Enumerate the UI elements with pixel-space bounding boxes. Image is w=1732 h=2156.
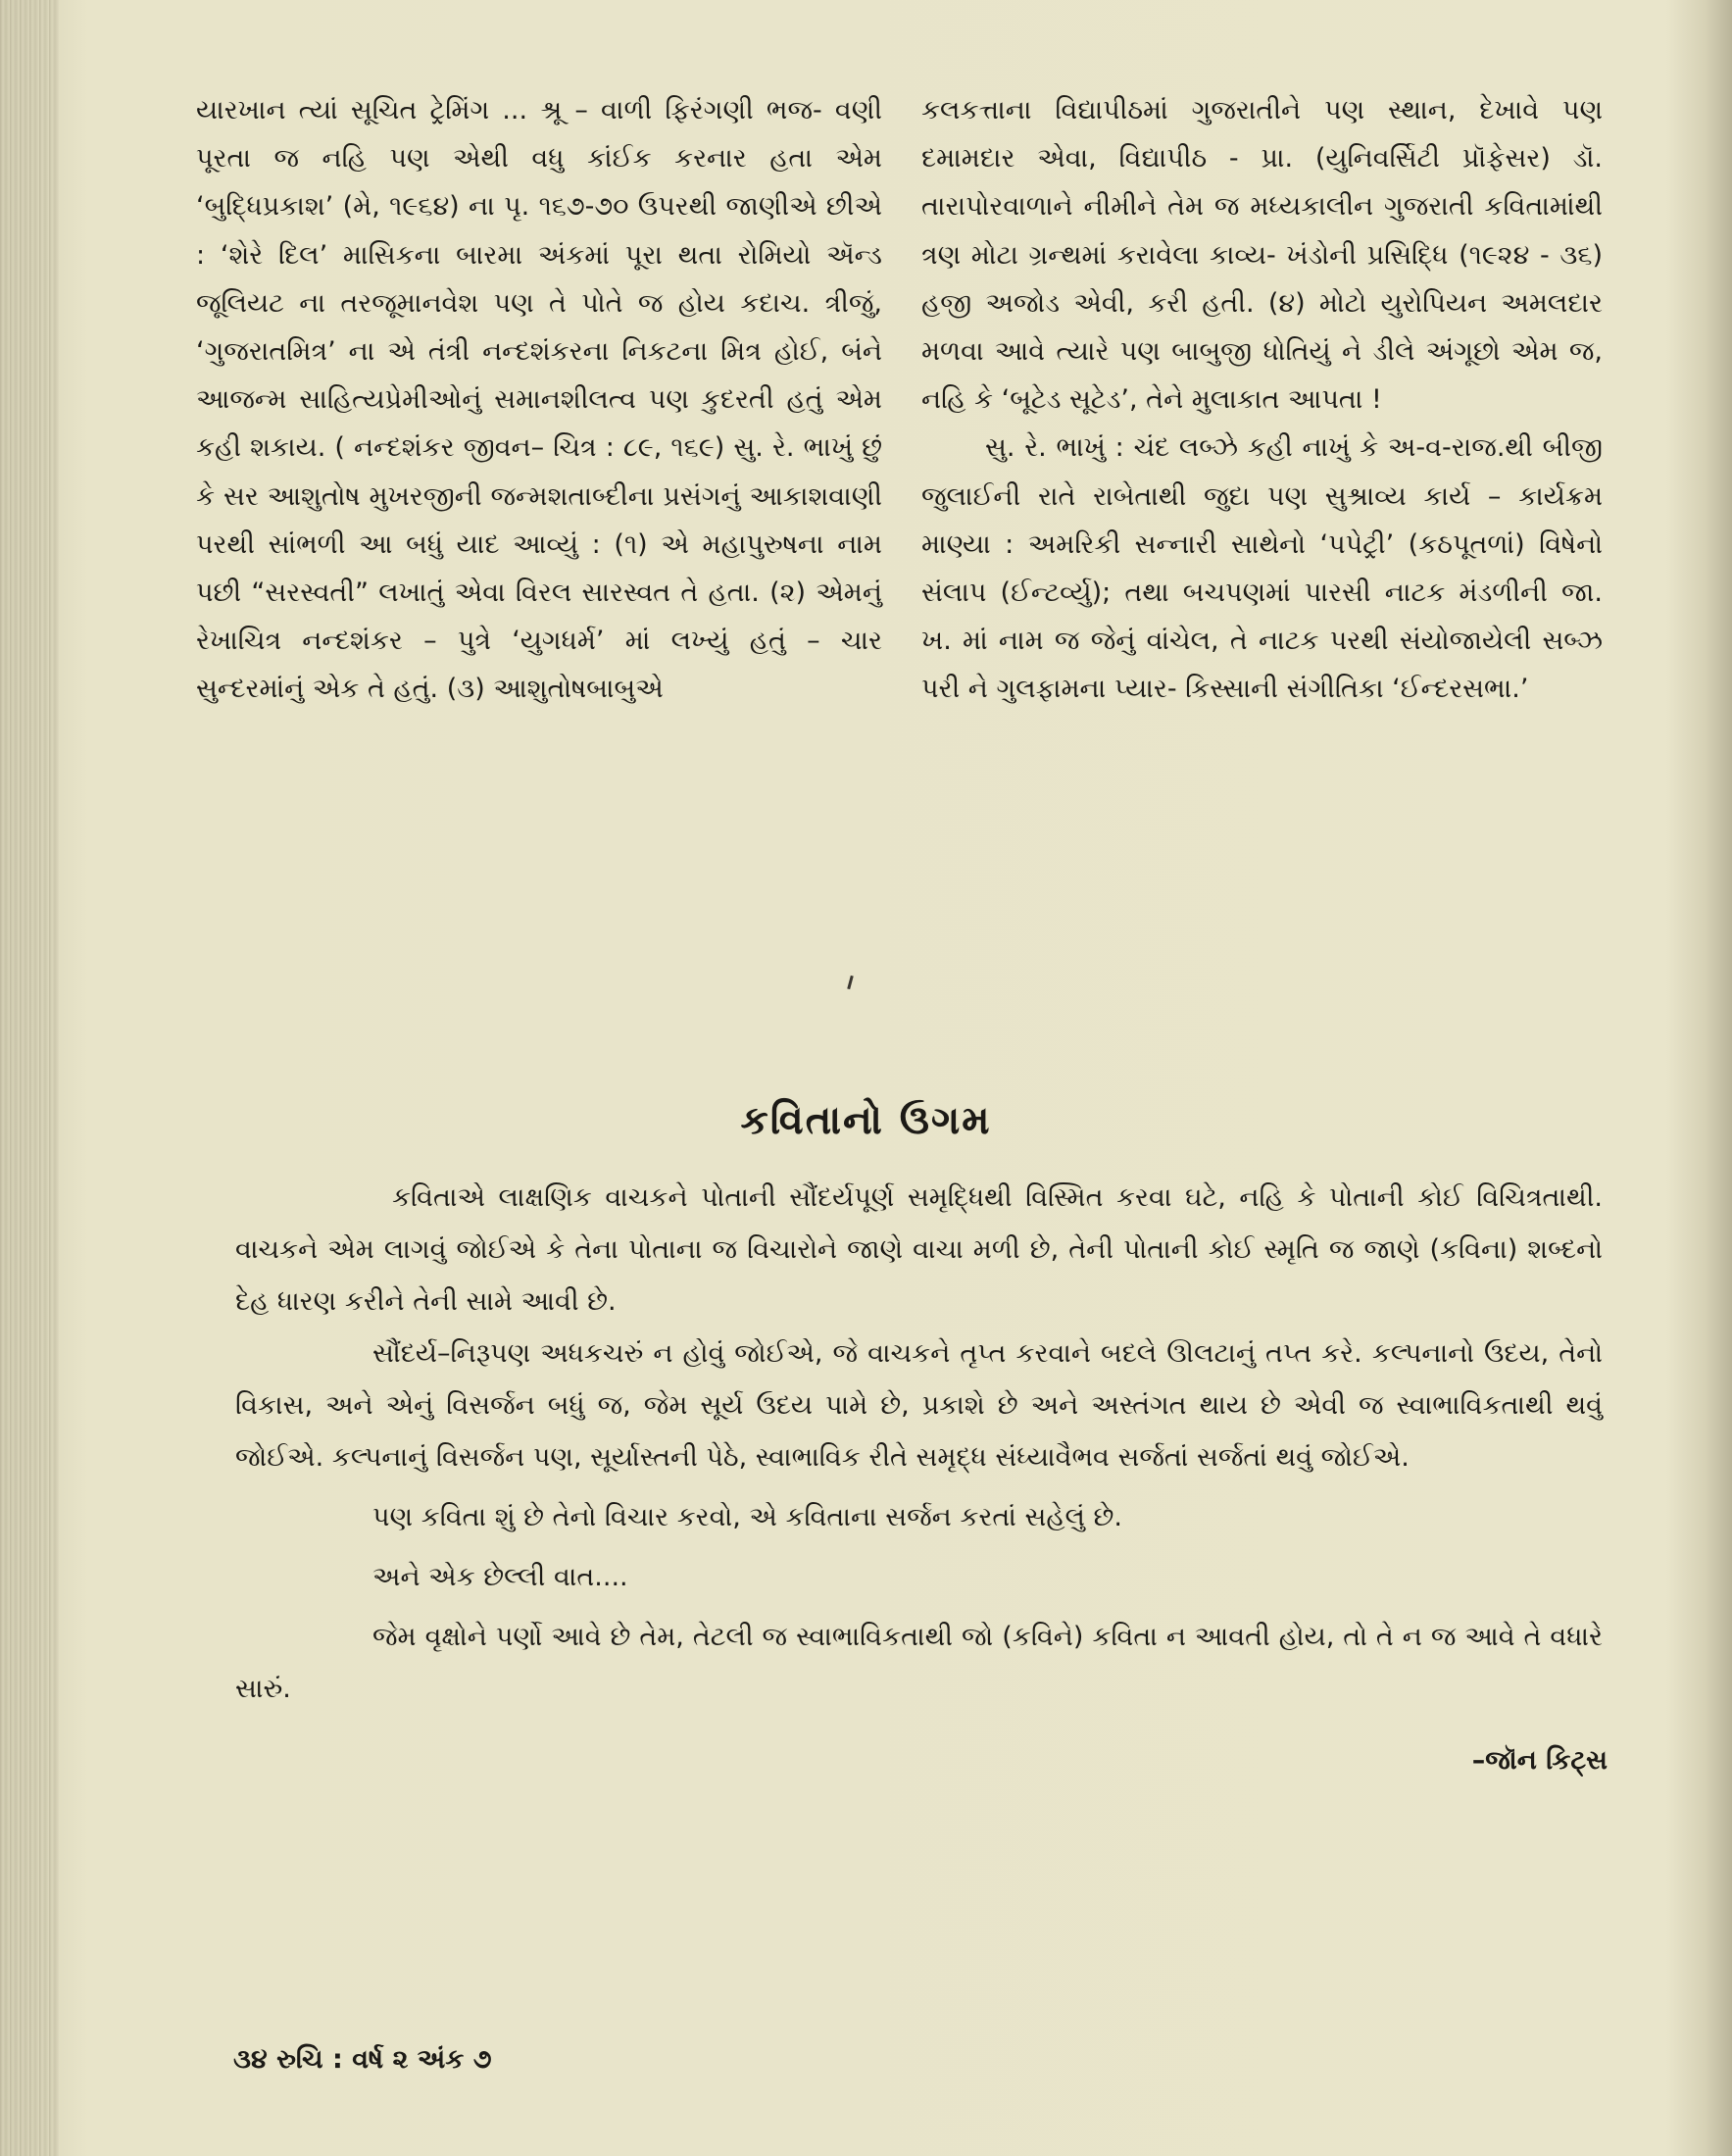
essay-paragraph: જેમ વૃક્ષોને પર્ણો આવે છે તેમ, તેટલી જ સ્વાભાવિકતાથી જો (કવિને) કવિતા ન આવતી હોય, તો તે ન જ આવે તે વધારે સારું. bbox=[235, 1622, 1603, 1704]
left-paragraph: યારખાન ત્યાં સૂચિત ટ્રેમિંગ ... શ્રૂ – વાળી ફિરંગણી ભજ- વણી પૂરતા જ નહિ પણ એથી વધુ કાંઈક કરનાર હતા એમ ‘બુદ્ધિપ્રકાશ’ (મે, ૧૯૬૪) ના પૃ. ૧૬૭-૭૦ ઉપરથી જાણીએ છીએ : ‘શેરે દિલ’ માસિકના બારમા અંકમાં પૂરા થતા રોમિયો ઍન્ડ જૂલિયટ ના તરજૂમાનવેશ પણ તે પોતે જ હોય કદાચ. ત્રીજું, ‘ગુજરાતમિત્ર’ ના એ તંત્રી નન્દશંકરના નિકટના મિત્ર હોઈ, બંને આજન્મ સાહિત્યપ્રેમીઓનું સમાનશીલત્વ પણ કુદરતી હતું એમ કહી શકાય. ( નન્દશંકર જીવન– ચિત્ર : ૮૯, ૧૬૯) સુ. રે. ભાખું છું કે સર આશુતોષ મુખરજીની જન્મશતાબ્દીના પ્રસંગનું આકાશવાણી પરથી સાંભળી આ બધું યાદ આવ્યું : (૧) એ મહાપુરુષના નામ પછી “સરસ્વતી” લખાતું એવા વિરલ સારસ્વત તે હતા. (૨) એમનું રેખાચિત્ર નન્દશંકર – પુત્રે ‘યુગધર્મ’ માં લખ્યું હતું – ચાર સુન્દરમાંનું એક તે હતું. (૩) આશુતોષબાબુએ bbox=[196, 95, 882, 705]
left-text-column bbox=[196, 86, 882, 714]
right-paragraph: કલકત્તાના વિદ્યાપીઠમાં ગુજરાતીને પણ સ્થાન, દેખાવે પણ દમામદાર એવા, વિદ્યાપીઠ - પ્રા. (યુનિવર્સિટી પ્રૉફેસર) ડૉ. તારાપોરવાળાને નીમીને તેમ જ મધ્યકાલીન ગુજરાતી કવિતામાંથી ત્રણ મોટા ગ્રન્થમાં કરાવેલા કાવ્ય- ખંડોની પ્રસિદ્ધિ (૧૯૨૪ - ૩૬) હજી અજોડ એવી, કરી હતી. (૪) મોટો યુરોપિયન અમલદાર મળવા આવે ત્યારે પણ બાબુજી ધોતિયું ને ડીલે અંગૂછો એમ જ, નહિ કે ‘બૂટેડ સૂટેડ’, તેને મુલાકાત આપતા ! bbox=[921, 95, 1603, 416]
binding-edge bbox=[0, 0, 59, 2156]
author-signature: –જૉન કિટ્સ bbox=[1471, 1745, 1608, 1776]
article-title: કવિતાનો ઉગમ bbox=[740, 1098, 992, 1143]
essay-paragraph: સૌંદર્ય–નિરૂપણ અધકચરું ન હોવું જોઈએ, જે વાચકને તૃપ્ત કરવાને બદલે ઊલટાનું તપ્ત કરે. કલ્પનાનો ઉદય, તેનો વિકાસ, અને એનું વિસર્જન બધું જ, જેમ સૂર્ય ઉદય પામે છે, પ્રકાશે છે અને અસ્તંગત થાય છે એવી જ સ્વાભાવિકતાથી થવું જોઈએ. કલ્પનાનું વિસર્જન પણ, સૂર્યાસ્તની પેઠે, સ્વાભાવિક રીતે સમૃદ્ધ સંધ્યાવૈભવ સર્જતાં સર્જતાં થવું જોઈએ. bbox=[235, 1338, 1603, 1473]
essay-paragraph: પણ કવિતા શું છે તેનો વિચાર કરવો, એ કવિતાના સર્જન કરતાં સહેલું છે. bbox=[372, 1502, 1122, 1532]
page-footer: ૩૪ રુચિ : વર્ષ ૨ અંક ૭ bbox=[233, 2044, 492, 2075]
essay-paragraph: કવિતાએ લાક્ષણિક વાચકને પોતાની સૌંદર્યપૂર્ણ સમૃદ્ધિથી વિસ્મિત કરવા ઘટે, નહિ કે પોતાની કોઈ વિચિત્રતાથી. વાચકને એમ લાગવું જોઈએ કે તેના પોતાના જ વિચારોને જાણે વાચા મળી છે, તેની પોતાની કોઈ સ્મૃતિ જ જાણે (કવિના) શબ્દનો દેહ ધારણ કરીને તેની સામે આવી છે. bbox=[235, 1182, 1603, 1317]
essay-body bbox=[235, 1172, 1603, 1715]
essay-paragraph: અને એક છેલ્લી વાત.... bbox=[372, 1562, 628, 1592]
right-text-column bbox=[921, 86, 1603, 714]
right-paragraph: સુ. રે. ભાખું : ચંદ લબ્ઝે કહી નાખું કે અ-વ-રાજ.થી બીજી જુલાઈની રાતે રાબેતાથી જુદા પણ સુશ્રાવ્ય કાર્ય – કાર્યક્રમ માણ્યા : અમરિકી સન્નારી સાથેનો ‘પપેટ્રી’ (કઠપૂતળાં) વિષેનો સંલાપ (ઈન્ટર્વ્યુ); તથા બચપણમાં પારસી નાટક મંડળીની જા. ખ. માં નામ જ જેનું વાંચેલ, તે નાટક પરથી સંયોજાયેલી સબ્ઝ પરી ને ગુલફામના પ્યાર- કિસ્સાની સંગીતિકા ‘ઈન્દરસભા.’ bbox=[921, 432, 1603, 705]
